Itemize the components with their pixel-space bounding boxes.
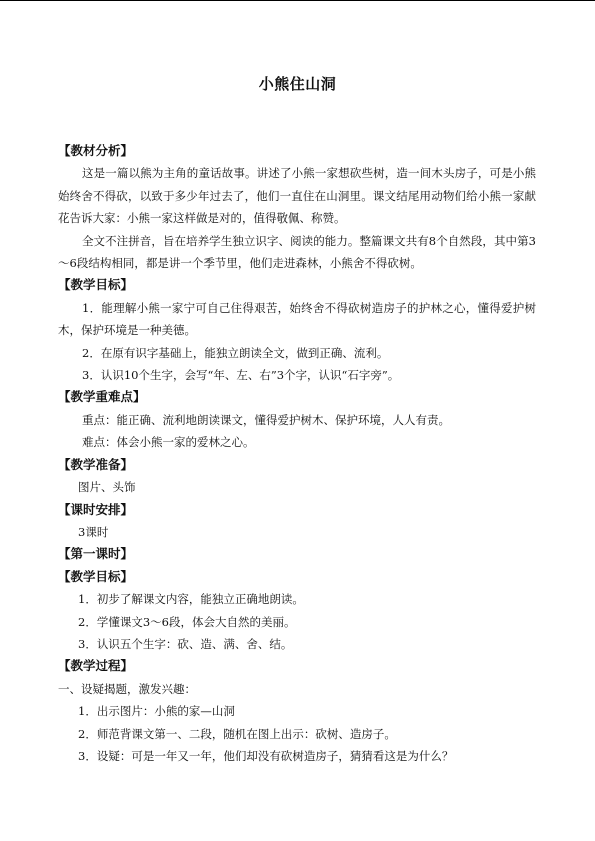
key-point: 重点：能正确、流利地朗读课文，懂得爱护树木、保护环境，人人有责。 <box>82 412 450 427</box>
lesson-goal-item: 1．初步了解课文内容，能独立正确地朗读。 <box>78 592 304 607</box>
lesson-goal-item: 2．学懂课文3～6段，体会大自然的美丽。 <box>78 614 296 629</box>
difficult-point: 难点：体会小熊一家的爱林之心。 <box>82 435 255 450</box>
lesson-goal-item: 3．认识五个生字：砍、造、满、舍、结。 <box>78 636 293 651</box>
section-heading-textbook-analysis: 【教材分析】 <box>58 143 134 158</box>
goal-item: 1．能理解小熊一家宁可自己住得艰苦，始终舍不得砍树造房子的护林之心，懂得爱护树木，保护环境是一种美德。 <box>58 300 536 338</box>
analysis-paragraph: 这是一篇以熊为主角的童话故事。讲述了小熊一家想砍些树，造一间木头房子，可是小熊始终舍不得砍，以致于多少年过去了，他们一直住在山洞里。课文结尾用动物们给小熊一家献花告诉大家：小熊一家这样做是对的，值得敬佩、称赞。 <box>58 166 536 226</box>
section-heading-lesson-goals: 【教学目标】 <box>58 568 134 584</box>
header-rule <box>0 0 595 1</box>
section-heading-teaching-goals: 【教学目标】 <box>58 277 134 293</box>
section-heading-key-points: 【教学重难点】 <box>58 389 146 405</box>
section-heading-first-lesson: 【第一课时】 <box>58 546 134 562</box>
document-body <box>58 140 536 767</box>
section-heading-process: 【教学过程】 <box>58 658 134 674</box>
process-step-item: 1．出示图片：小熊的家—山洞 <box>78 704 235 719</box>
section-heading-preparation: 【教学准备】 <box>58 456 134 472</box>
document-title: 小熊住山洞 <box>258 75 337 93</box>
schedule-line: 3课时 <box>78 524 109 539</box>
goal-item: 3．认识10个生字，会写“年、左、右”3个字，认识“石字旁”。 <box>82 368 400 383</box>
analysis-paragraph: 全文不注拼音，旨在培养学生独立识字、阅读的能力。整篇课文共有8个自然段，其中第3～6段结构相同，都是讲一个季节里，他们走进森林，小熊舍不得砍树。 <box>58 233 536 271</box>
preparation-line: 图片、头饰 <box>78 480 136 495</box>
process-step-heading: 一、设疑揭题，激发兴趣： <box>58 681 196 696</box>
process-step-item: 2．师范背课文第一、二段，随机在图上出示：砍树、造房子。 <box>78 726 396 741</box>
section-heading-schedule: 【课时安排】 <box>58 501 134 517</box>
process-step-item: 3．设疑：可是一年又一年，他们却没有砍树造房子，猜猜看这是为什么？ <box>78 748 454 763</box>
goal-item: 2．在原有识字基础上，能独立朗读全文，做到正确、流利。 <box>82 345 389 360</box>
